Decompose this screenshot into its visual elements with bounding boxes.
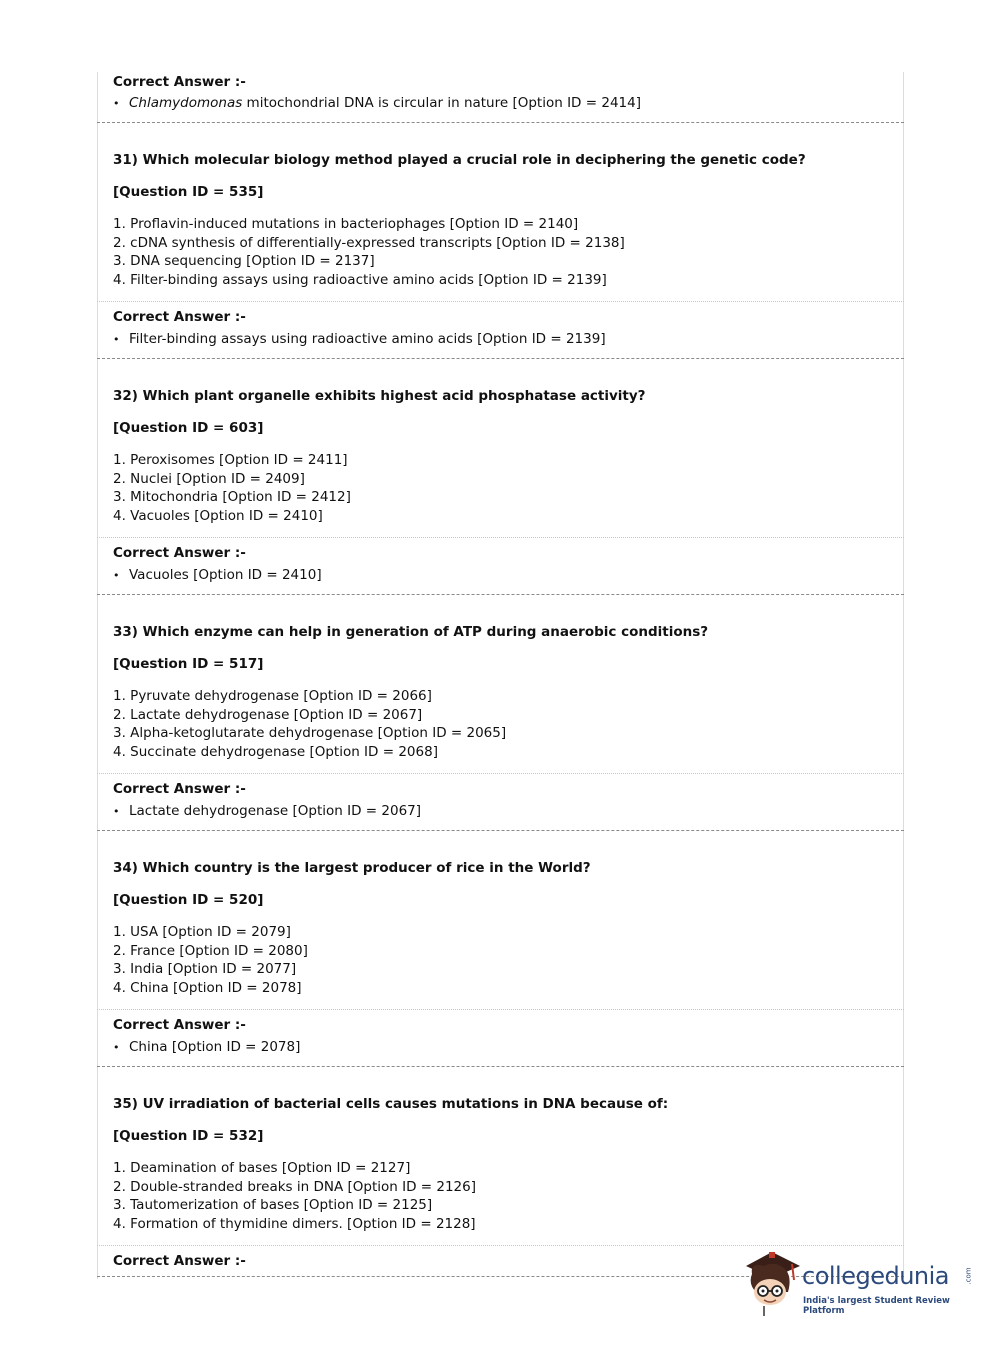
divider <box>97 773 904 774</box>
question-id: [Question ID = 535] <box>113 184 264 200</box>
mascot-icon <box>742 1248 802 1318</box>
option: 1. USA [Option ID = 2079] <box>113 924 291 940</box>
logo-wordmark: collegedunia <box>802 1262 950 1290</box>
bullet-icon: • <box>113 1041 120 1054</box>
question-title: 31) Which molecular biology method played a crucial role in deciphering the genetic code? <box>113 152 806 168</box>
logo-suffix: .com <box>964 1267 973 1285</box>
separator <box>97 830 904 831</box>
left-border <box>97 72 98 1279</box>
prev-answer-italic: Chlamydomonas <box>129 95 243 111</box>
option: 3. Alpha-ketoglutarate dehydrogenase [Option ID = 2065] <box>113 725 507 741</box>
option: 2. France [Option ID = 2080] <box>113 943 308 959</box>
option: 2. Lactate dehydrogenase [Option ID = 2067] <box>113 707 423 723</box>
correct-answer-item <box>113 567 322 583</box>
separator <box>97 594 904 595</box>
option: 3. Mitochondria [Option ID = 2412] <box>113 489 351 505</box>
option: 4. China [Option ID = 2078] <box>113 980 302 996</box>
question-title: 35) UV irradiation of bacterial cells causes mutations in DNA because of: <box>113 1096 669 1112</box>
correct-answer-label: Correct Answer :- <box>113 545 246 561</box>
option: 1. Proflavin-induced mutations in bacteriophages [Option ID = 2140] <box>113 216 579 232</box>
option: 4. Vacuoles [Option ID = 2410] <box>113 508 323 524</box>
option: 1. Deamination of bases [Option ID = 2127] <box>113 1160 411 1176</box>
correct-answer-text: Vacuoles [Option ID = 2410] <box>129 567 322 583</box>
exam-sheet <box>97 72 904 1279</box>
option: 4. Succinate dehydrogenase [Option ID = 2068] <box>113 744 438 760</box>
question-title: 32) Which plant organelle exhibits highest acid phosphatase activity? <box>113 388 646 404</box>
correct-answer-label: Correct Answer :- <box>113 1253 246 1269</box>
question-title: 34) Which country is the largest producer of rice in the World? <box>113 860 591 876</box>
option: 4. Filter-binding assays using radioactive amino acids [Option ID = 2139] <box>113 272 607 288</box>
separator <box>97 1066 904 1067</box>
correct-answer-label: Correct Answer :- <box>113 309 246 325</box>
option: 3. India [Option ID = 2077] <box>113 961 297 977</box>
question-id: [Question ID = 520] <box>113 892 264 908</box>
prev-answer-label: Correct Answer :- <box>113 74 246 90</box>
option: 2. cDNA synthesis of differentially-expressed transcripts [Option ID = 2138] <box>113 235 625 251</box>
bullet-icon: • <box>113 333 120 346</box>
prev-answer-item <box>113 95 641 111</box>
option: 2. Nuclei [Option ID = 2409] <box>113 471 305 487</box>
divider <box>97 301 904 302</box>
collegedunia-logo <box>742 1248 972 1318</box>
correct-answer-text: Lactate dehydrogenase [Option ID = 2067] <box>129 803 422 819</box>
option: 3. DNA sequencing [Option ID = 2137] <box>113 253 375 269</box>
correct-answer-item <box>113 331 606 347</box>
question-id: [Question ID = 603] <box>113 420 264 436</box>
option: 4. Formation of thymidine dimers. [Option ID = 2128] <box>113 1216 476 1232</box>
correct-answer-item <box>113 803 421 819</box>
correct-answer-text: China [Option ID = 2078] <box>129 1039 301 1055</box>
correct-answer-label: Correct Answer :- <box>113 1017 246 1033</box>
right-border <box>903 72 904 1279</box>
question-title: 33) Which enzyme can help in generation of ATP during anaerobic conditions? <box>113 624 709 640</box>
question-id: [Question ID = 517] <box>113 656 264 672</box>
divider <box>97 537 904 538</box>
option: 1. Peroxisomes [Option ID = 2411] <box>113 452 348 468</box>
bullet-icon: • <box>113 569 120 582</box>
divider <box>97 1009 904 1010</box>
prev-answer-text: mitochondrial DNA is circular in nature [Option ID = 2414] <box>242 95 641 111</box>
option: 1. Pyruvate dehydrogenase [Option ID = 2066] <box>113 688 432 704</box>
option: 3. Tautomerization of bases [Option ID = 2125] <box>113 1197 433 1213</box>
separator <box>97 358 904 359</box>
option: 2. Double-stranded breaks in DNA [Option ID = 2126] <box>113 1179 476 1195</box>
logo-tagline: India's largest Student Review Platform <box>803 1296 950 1316</box>
separator <box>97 122 904 123</box>
correct-answer-text: Filter-binding assays using radioactive amino acids [Option ID = 2139] <box>129 331 606 347</box>
correct-answer-label: Correct Answer :- <box>113 781 246 797</box>
correct-answer-item <box>113 1039 300 1055</box>
bullet-icon: • <box>113 805 120 818</box>
question-id: [Question ID = 532] <box>113 1128 264 1144</box>
bullet-icon: • <box>113 97 120 110</box>
divider <box>97 1245 904 1246</box>
